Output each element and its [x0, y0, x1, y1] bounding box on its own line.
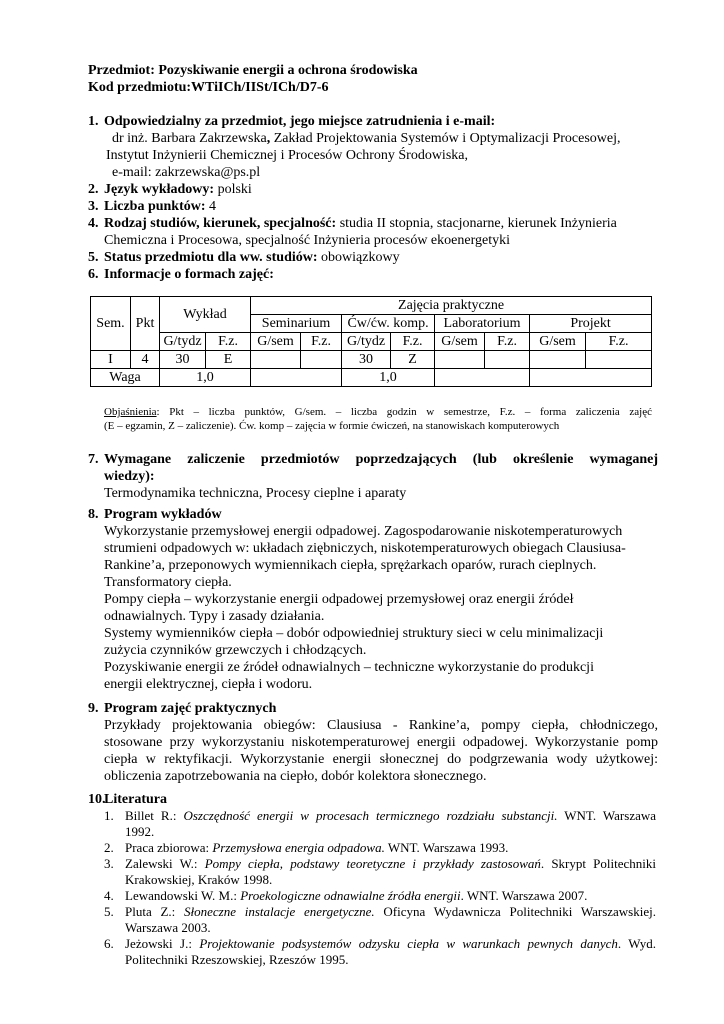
section-number: 10.	[88, 792, 106, 807]
subheader-fz: F.z.	[301, 333, 342, 351]
cell-pkt: 4	[131, 351, 160, 369]
literature-item	[104, 808, 656, 840]
section-points	[88, 198, 658, 215]
subject-code: Kod przedmiotu:WTiICh/IISt/ICh/D7-6	[88, 80, 329, 95]
practical-line: obliczenia zapotrzebowania na ciepło, dobór kolektora słonecznego.	[104, 769, 487, 784]
col-header-seminarium: Seminarium	[251, 315, 342, 333]
cell-empty	[530, 351, 586, 369]
section-value: obowiązkowy	[317, 250, 400, 265]
literature-item	[104, 856, 656, 888]
note-text-cont: (E – egzamin, Z – zaliczenie). Ćw. komp – zajęcia w formie ćwiczeń, na stanowiskach komputerowych	[104, 420, 560, 432]
practical-line: ciepła w rektyfikacji. Wykorzystanie energii słonecznej do podgrzewania wody użytkowej:	[104, 752, 658, 767]
section-value: studia II stopnia, stacjonarne, kierunek Inżynieria	[336, 216, 617, 231]
literature-item	[104, 904, 656, 936]
item-author: Zalewski W.:	[125, 856, 205, 871]
responsible-email: e-mail: zakrzewska@ps.pl	[112, 165, 261, 180]
section-number: 2.	[88, 182, 99, 197]
section-study-type	[88, 215, 658, 249]
item-author: Jeżowski J.:	[125, 936, 200, 951]
section-number: 8.	[88, 507, 99, 522]
section-number: 6.	[88, 267, 99, 282]
item-publisher: WNT. Warszawa	[557, 808, 657, 823]
section-title: Program wykładów	[104, 507, 222, 522]
item-number: 3.	[104, 856, 114, 871]
subheader-fz: F.z.	[391, 333, 435, 351]
subheader-gtydz: G/tydz	[342, 333, 391, 351]
cell-empty	[485, 351, 530, 369]
item-publisher: . Wyd.	[617, 936, 656, 951]
item-title: Pompy ciepła, podstawy teoretyczne i przykłady zastosowań	[204, 856, 541, 871]
col-header-sem: Sem.	[91, 297, 131, 351]
lecture-line: Pompy ciepła – wykorzystanie energii odpadowej przemysłowej oraz energii źródeł	[104, 592, 574, 607]
cell-empty	[586, 351, 652, 369]
subheader-gsem: G/sem	[435, 333, 485, 351]
section-language	[88, 181, 658, 198]
section-title: Literatura	[104, 792, 167, 807]
forms-table	[90, 296, 652, 387]
section-label: Rodzaj studiów, kierunek, specjalność:	[104, 216, 337, 231]
section-literature	[88, 791, 658, 808]
lecture-line: Transformatory ciepła.	[104, 575, 232, 590]
item-title: Oszczędność energii w procesach termicznego rozdziału substancji.	[183, 808, 558, 823]
section-number: 1.	[88, 114, 99, 129]
section-title: Wymagane zaliczenie przedmiotów poprzedzających (lub określenie wymaganej	[104, 452, 658, 467]
item-publisher-cont: Krakowskiej, Kraków 1998.	[125, 872, 273, 887]
col-header-pkt: Pkt	[131, 297, 160, 351]
section-label: Liczba punktów:	[104, 199, 206, 214]
section-title: Program zajęć praktycznych	[104, 701, 277, 716]
cell-waga-label: Waga	[91, 369, 160, 387]
section-title: Odpowiedzialny za przedmiot, jego miejsce zatrudnienia i e-mail:	[104, 114, 496, 129]
section-number: 9.	[88, 701, 99, 716]
col-header-projekt: Projekt	[530, 315, 652, 333]
item-publisher: . Skrypt Politechniki	[540, 856, 657, 871]
col-header-lab: Laboratorium	[435, 315, 530, 333]
section-status	[88, 249, 658, 266]
practical-line: stosowane przy wykorzystaniu niskotemperaturowej energii odpadowej. Wykorzystanie pomp	[104, 735, 658, 750]
practical-line: Przykłady projektowania obiegów: Clausiusa - Rankine’a, pompy ciepła, chłodniczego,	[104, 718, 658, 733]
literature-item	[104, 888, 656, 904]
item-number: 5.	[104, 904, 114, 919]
responsible-line1	[104, 130, 658, 147]
cell-wyklad-fz: E	[206, 351, 251, 369]
responsible-unit: Zakład Projektowania Systemów i Optymalizacji Procesowej,	[270, 131, 621, 146]
section-number: 7.	[88, 452, 99, 467]
cell-waga-wyklad: 1,0	[160, 369, 251, 387]
section-forms	[88, 266, 658, 283]
item-author: Lewandowski W. M.:	[125, 888, 241, 903]
col-header-wyklad: Wykład	[160, 297, 251, 333]
separator: ,	[266, 131, 271, 146]
lecture-line: Wykorzystanie przemysłowej energii odpadowej. Zagospodarowanie niskotemperaturowych	[104, 524, 623, 539]
item-number: 6.	[104, 936, 114, 951]
cell-cw-fz: Z	[391, 351, 435, 369]
lecture-line: Pozyskiwanie energii ze źródeł odnawialnych – techniczne wykorzystanie do produkcji	[104, 660, 594, 675]
item-publisher-cont: Warszawa 2003.	[125, 920, 211, 935]
subheader-gtydz: G/tydz	[160, 333, 206, 351]
section-title-cont: wiedzy):	[104, 469, 155, 484]
item-publisher: . WNT. Warszawa 2007.	[460, 888, 588, 903]
cell-empty	[435, 369, 530, 387]
cell-empty	[435, 351, 485, 369]
subheader-fz: F.z.	[586, 333, 652, 351]
subheader-gsem: G/sem	[251, 333, 301, 351]
item-title: Projektowanie podsystemów odzysku ciepła w warunkach pewnych danych	[199, 936, 618, 951]
section-value: 4	[205, 199, 217, 214]
literature-item	[104, 936, 656, 968]
cell-wyklad-g: 30	[160, 351, 206, 369]
item-publisher: Oficyna Wydawnicza Politechniki Warszawskiej.	[374, 904, 656, 919]
table-row	[91, 351, 652, 369]
cell-empty	[251, 369, 342, 387]
lecture-line: Rankine’a, przeponowych wymiennikach ciepła, sprężarkach oparów, rurach cieplnych.	[104, 558, 597, 573]
item-title: Przemysłowa energia odpadowa.	[212, 840, 385, 855]
item-author: Pluta Z.:	[125, 904, 184, 919]
subheader-gsem: G/sem	[530, 333, 586, 351]
item-publisher-cont: 1992.	[125, 824, 155, 839]
table-row-waga	[91, 369, 652, 387]
item-publisher: WNT. Warszawa 1993.	[384, 840, 509, 855]
cell-sem: I	[91, 351, 131, 369]
lecture-line: zużycia czynników grzewczych i chłodzących.	[104, 643, 367, 658]
section-practical	[88, 700, 658, 785]
lecture-line: strumieni odpadowych w: układach ziębniczych, niskotemperaturowych obiegach Clausiusa-	[104, 541, 626, 556]
responsible-line2: Instytut Inżynierii Chemicznej i Procesów Ochrony Środowiska,	[106, 148, 468, 163]
table-explanation	[104, 405, 652, 433]
cell-empty	[530, 369, 652, 387]
note-label: Objaśnienia	[104, 406, 157, 418]
col-header-cw: Ćw/ćw. komp.	[342, 315, 435, 333]
section-text: Termodynamika techniczna, Procesy cieplne i aparaty	[104, 486, 407, 501]
item-author: Billet R.:	[125, 808, 184, 823]
section-number: 4.	[88, 216, 99, 231]
item-title: Słoneczne instalacje energetyczne.	[184, 904, 375, 919]
lecture-line: odnawialnych. Typy i zasady działania.	[104, 609, 325, 624]
section-label: Informacje o formach zajęć:	[104, 267, 274, 282]
cell-cw-g: 30	[342, 351, 391, 369]
item-publisher-cont: Politechniki Rzeszowskiej, Rzeszów 1995.	[125, 952, 349, 967]
lecture-line: Systemy wymienników ciepła – dobór odpowiedniej struktury sieci w celu minimalizacji	[104, 626, 604, 641]
note-text: : Pkt – liczba punktów, G/sem. – liczba godzin w semestrze, F.z. – forma zaliczenia zajęć	[156, 406, 652, 418]
subject-title: Przedmiot: Pozyskiwanie energii a ochrona środowiska	[88, 63, 418, 78]
item-title: Proekologiczne odnawialne źródła energii	[240, 888, 461, 903]
section-responsible	[88, 113, 658, 181]
col-header-practical: Zajęcia praktyczne	[251, 297, 652, 315]
cell-waga-practical: 1,0	[342, 369, 435, 387]
cell-empty	[301, 351, 342, 369]
section-value-cont: Chemiczna i Procesowa, specjalność Inżynieria procesów ekoenergetyki	[104, 233, 510, 248]
section-number: 5.	[88, 250, 99, 265]
item-number: 4.	[104, 888, 114, 903]
item-number: 2.	[104, 840, 114, 855]
section-lectures	[88, 506, 658, 693]
section-label: Język wykładowy:	[104, 182, 215, 197]
subheader-fz: F.z.	[485, 333, 530, 351]
section-label: Status przedmiotu dla ww. studiów:	[104, 250, 318, 265]
section-number: 3.	[88, 199, 99, 214]
item-author: Praca zbiorowa:	[125, 840, 213, 855]
lecture-line: energii elektrycznej, ciepła i wodoru.	[104, 677, 313, 692]
section-prerequisites	[88, 451, 658, 502]
section-value: polski	[214, 182, 252, 197]
responsible-name: dr inż. Barbara Zakrzewska	[112, 131, 267, 146]
cell-empty	[251, 351, 301, 369]
literature-item	[104, 840, 656, 856]
item-number: 1.	[104, 808, 114, 823]
subheader-fz: F.z.	[206, 333, 251, 351]
